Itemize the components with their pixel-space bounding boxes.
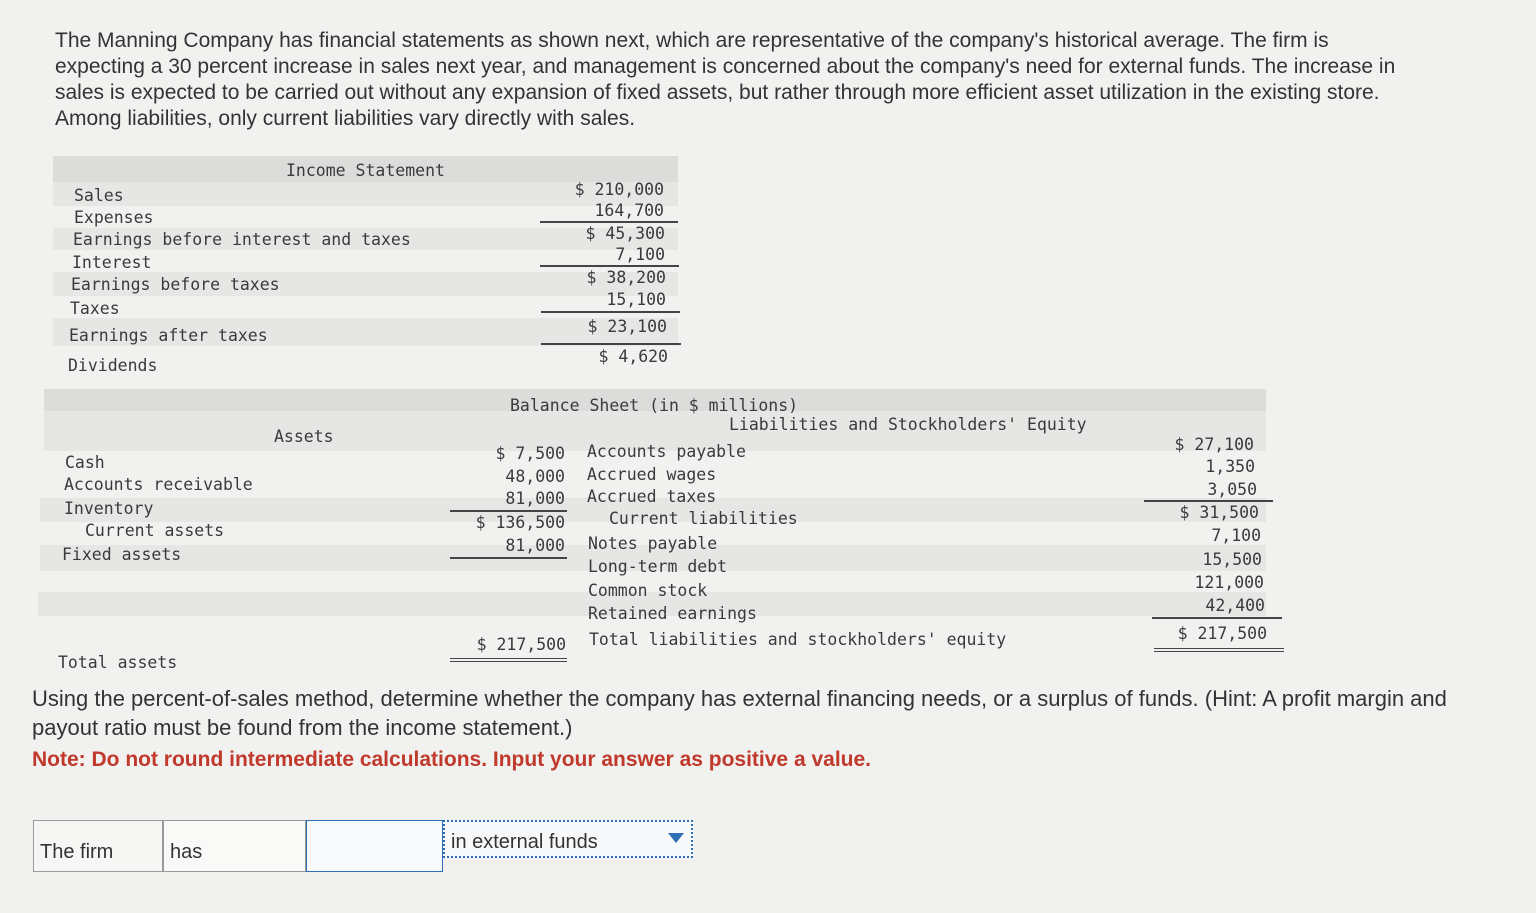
chevron-down-icon: [668, 833, 684, 843]
bs-label-inventory: Inventory: [64, 499, 154, 518]
bs-label-accounts-payable: Accounts payable: [587, 442, 746, 461]
bs-value-inventory: 81,000: [505, 489, 565, 508]
question-text: Using the percent-of-sales method, determine whether the company has external financing needs, or a surplus of funds. (Hint: A profit margin and payout ratio must be found from the income statement.): [32, 686, 1447, 740]
bs-value-current-assets: $ 136,500: [475, 513, 565, 532]
bs-value-long-term-debt: 15,500: [1202, 550, 1262, 569]
bs-value-common-stock: 121,000: [1194, 573, 1264, 592]
is-value-ebit: $ 45,300: [585, 224, 665, 243]
is-value-taxes: 15,100: [606, 290, 666, 309]
bs-label-cash: Cash: [65, 453, 105, 472]
bs-value-total-liabilities-equity: $ 217,500: [1177, 624, 1267, 643]
is-value-dividends: $ 4,620: [598, 347, 668, 366]
is-label-sales: Sales: [74, 186, 124, 205]
bs-label-total-assets: Total assets: [58, 653, 178, 672]
funds-select-toggle[interactable]: [659, 820, 693, 858]
bs-value-notes-payable: 7,100: [1211, 526, 1261, 545]
bs-value-accounts-receivable: 48,000: [505, 467, 565, 486]
answer-prefix-cell: [33, 820, 163, 872]
funds-select[interactable]: [443, 820, 693, 858]
funds-select-value: in external funds: [451, 831, 598, 853]
is-label-taxes: Taxes: [70, 299, 120, 318]
bs-value-retained-earnings: 42,400: [1205, 596, 1265, 615]
bs-label-fixed-assets: Fixed assets: [62, 545, 182, 564]
bs-label-accrued-taxes: Accrued taxes: [587, 487, 717, 506]
amount-input[interactable]: [306, 820, 443, 872]
bs-label-notes-payable: Notes payable: [588, 534, 718, 553]
is-label-expenses: Expenses: [74, 208, 154, 227]
is-value-eat: $ 23,100: [587, 317, 667, 336]
is-value-sales: $ 210,000: [574, 180, 664, 199]
bs-label-retained-earnings: Retained earnings: [588, 604, 757, 623]
bs-label-current-assets: Current assets: [85, 521, 225, 540]
is-label-dividends: Dividends: [68, 356, 158, 375]
liabilities-header: Liabilities and Stockholders' Equity: [729, 415, 1087, 434]
bs-label-long-term-debt: Long-term debt: [588, 557, 728, 576]
income-statement-title: Income Statement: [286, 161, 445, 180]
bs-label-accounts-receivable: Accounts receivable: [64, 475, 253, 494]
bs-value-current-liabilities: $ 31,500: [1179, 503, 1259, 522]
bs-value-fixed-assets: 81,000: [505, 536, 565, 555]
bs-value-accrued-taxes: 3,050: [1207, 480, 1257, 499]
bs-label-accrued-wages: Accrued wages: [587, 465, 717, 484]
bs-label-current-liabilities: Current liabilities: [609, 509, 798, 528]
assets-header: Assets: [274, 427, 334, 446]
is-label-eat: Earnings after taxes: [69, 326, 268, 345]
problem-intro: The Manning Company has financial statements as shown next, which are representative of the company's historical average. The firm is expecting a 30 percent increase in sales next year, and management is concerned about the company's need for external funds. The increase in sales is expected to be carried out without any expansion of fixed assets, but rather through more efficient asset utilization in the existing store. Among liabilities, only current liabilities vary directly with sales.: [55, 29, 1396, 130]
is-value-interest: 7,100: [615, 245, 665, 264]
is-label-ebit: Earnings before interest and taxes: [73, 230, 411, 249]
is-value-ebt: $ 38,200: [586, 268, 666, 287]
bs-value-accounts-payable: $ 27,100: [1174, 435, 1254, 454]
is-label-ebt: Earnings before taxes: [71, 275, 280, 294]
is-value-expenses: 164,700: [594, 201, 664, 220]
bs-label-common-stock: Common stock: [588, 581, 708, 600]
question-note: Note: Do not round intermediate calculations. Input your answer as positive a value.: [32, 748, 871, 771]
bs-value-total-assets: $ 217,500: [476, 635, 566, 654]
bs-value-cash: $ 7,500: [495, 444, 565, 463]
balance-sheet-title: Balance Sheet (in $ millions): [510, 396, 799, 415]
answer-prefix-label: The firm: [40, 841, 114, 863]
has-dropdown[interactable]: [163, 820, 306, 872]
bs-label-total-liabilities-equity: Total liabilities and stockholders' equity: [589, 630, 1007, 649]
bs-value-accrued-wages: 1,350: [1205, 457, 1255, 476]
has-dropdown-value: has: [170, 841, 203, 863]
is-label-interest: Interest: [72, 253, 152, 272]
